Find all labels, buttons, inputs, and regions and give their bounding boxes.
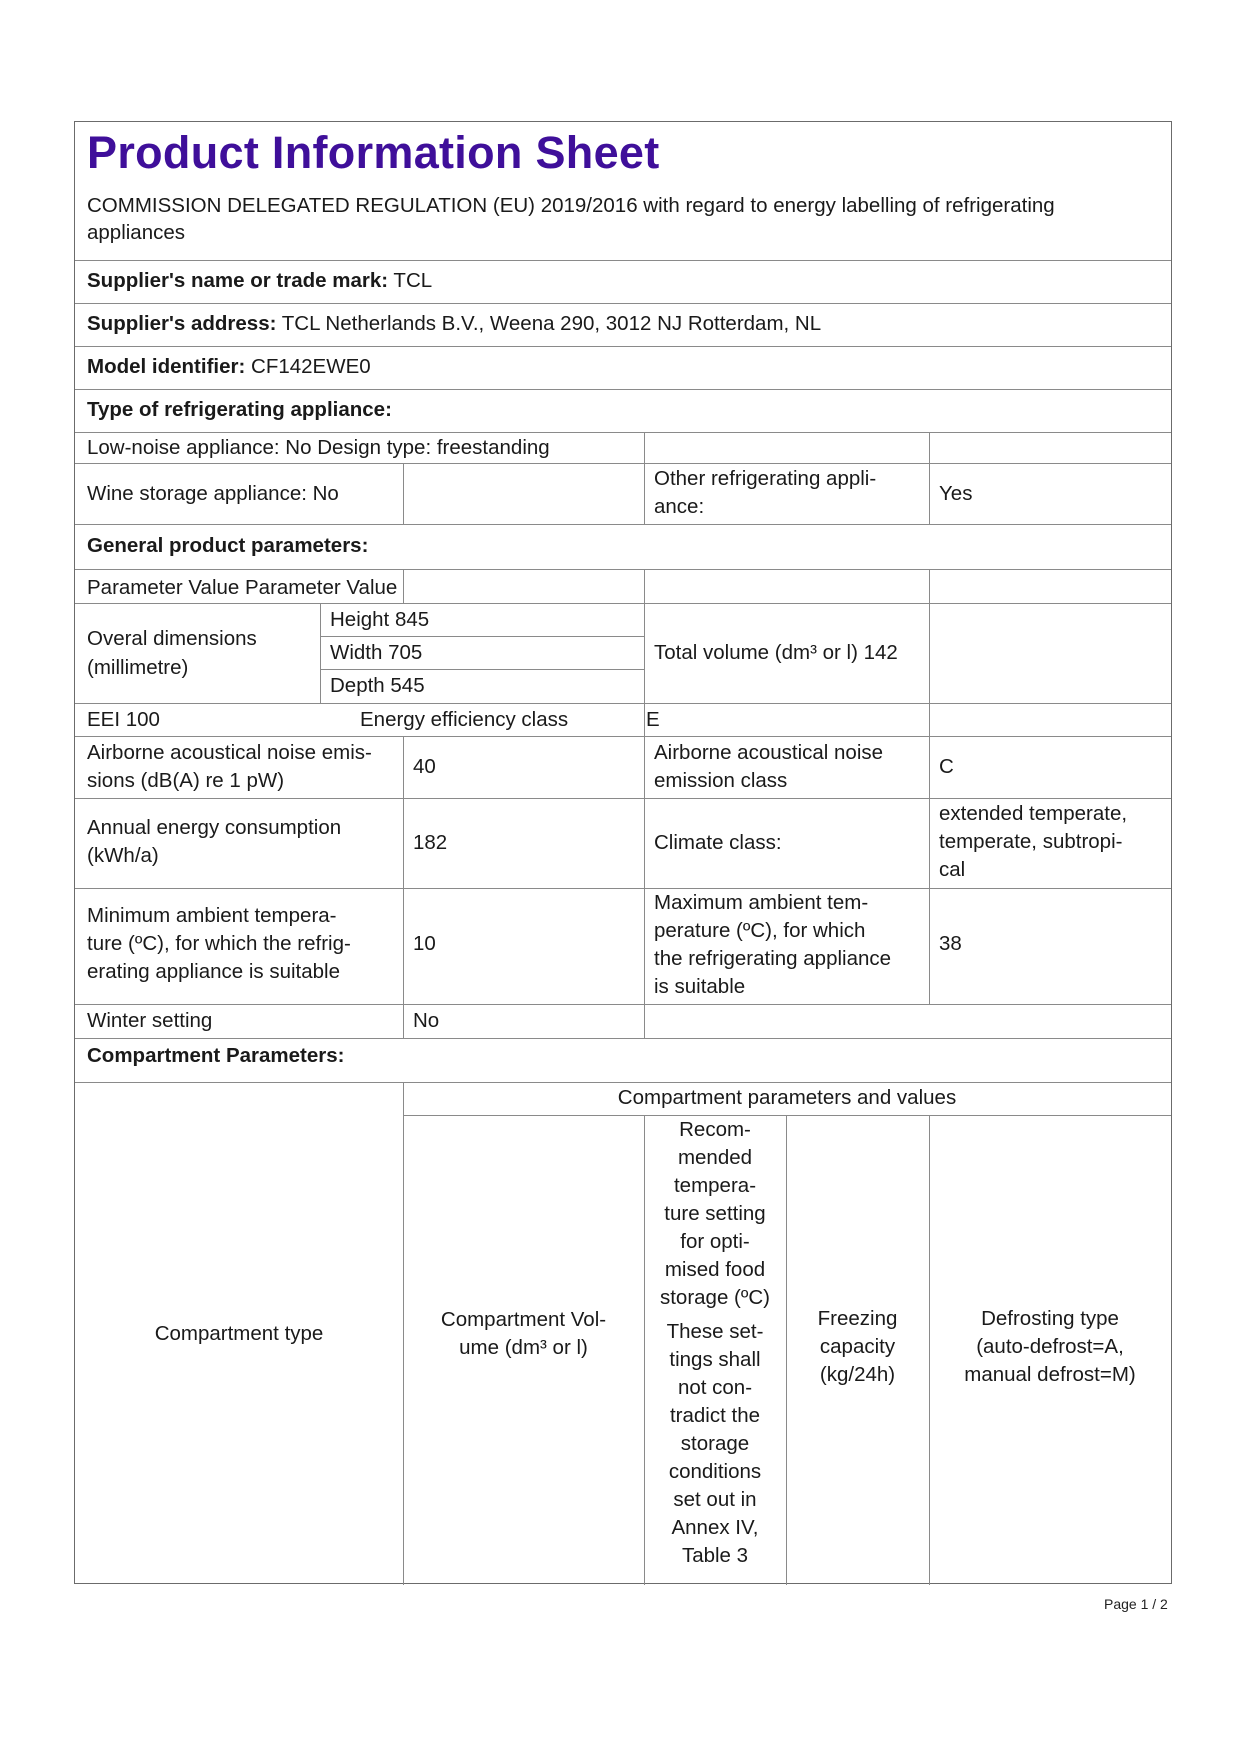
noise-label-1: Airborne acoustical noise emis- (87, 741, 372, 764)
dimension-width: Width 705 (330, 641, 423, 664)
total-volume: Total volume (dm³ or l) 142 (654, 641, 898, 664)
dimensions-label-1: Overal dimensions (87, 627, 257, 650)
noise-label-2: sions (dB(A) re 1 pW) (87, 769, 285, 792)
type-heading: Type of refrigerating appliance: (87, 398, 392, 421)
noise-class-label-2: emission class (654, 769, 788, 792)
annual-energy-label-1: Annual energy consumption (87, 816, 342, 839)
wine-storage-text: Wine storage appliance: No (87, 482, 339, 505)
low-noise-text: Low-noise appliance: No Design type: freestanding (87, 436, 550, 459)
supplier-name-value: TCL (393, 269, 433, 292)
info-sheet-table: Product Information Sheet COMMISSION DELEGATED REGULATION (EU) 2019/2016 with regard to energy labelling of refrigerating appliances Supplier's name or trade mark: TCL Supplier's address: TCL Netherlands B.V., Weena 290, 3012 NJ Rotterdam, NL Model identifier: CF142EWE0 Type of refrigerating appliance: Low-noise appliance: No Design type: freestanding Wine storage appliance: No Other refrigerating appli- ance: Yes General product parameters: Parameter Value Parameter Value Overal dimensions (millimetre) Height 845 Width 705 Depth 545 Total volume (dm³ or l) 142 EEI 100 Energy efficiency class E Airborne acoustical noise emis- sions (dB(A) re 1 pW) 40 Airborne acoustical noise emission class C Annual energy consumption (kWh/a) 182 Climate class: extended temperate, temperate, subtropi- cal Minimum ambient tempera- ture (ºC), for which the refrig- erating appliance is suitable 10 Maximum ambient tem- perature (ºC), for which the refrigerating appliance is suitable 38 Winter setting No Compartment Parameters: Compartment parameters and values Compartment type Compartment Vol- ume (dm³ or l) Recom- mended tempera- ture setting for opti- mised food storage (ºC) These set- tings shall not con- tradict the storage conditions set out in Annex IV, Table 3 Freezing capacity (kg/24h) Defrosting type (auto-defrost=A, manual defrost=M) (74, 121, 1172, 1584)
other-refrigerating-label-1: Other refrigerating appli- (654, 467, 877, 490)
general-heading: General product parameters: (87, 534, 369, 557)
compartment-values-header: Compartment parameters and values (617, 1086, 957, 1109)
other-refrigerating-label-2: ance: (654, 495, 705, 518)
min-ambient-label-3: erating appliance is suitable (87, 960, 340, 983)
max-ambient-value: 38 (939, 932, 962, 955)
winter-value: No (413, 1009, 440, 1032)
other-refrigerating-value: Yes (939, 482, 973, 505)
supplier-name-row (87, 267, 432, 295)
max-ambient-label-2: perature (ºC), for which (654, 919, 866, 942)
page-number: Page 1 / 2 (1104, 1596, 1168, 1612)
noise-class-value: C (939, 755, 954, 778)
climate-value-2: temperate, subtropi- (939, 830, 1123, 853)
annual-energy-value: 182 (413, 831, 448, 854)
winter-label: Winter setting (87, 1009, 213, 1032)
dimension-height: Height 845 (330, 608, 430, 631)
climate-label: Climate class: (654, 831, 782, 854)
model-label: Model identifier: (87, 355, 246, 378)
noise-class-label-1: Airborne acoustical noise (654, 741, 884, 764)
param-header: Parameter Value Parameter Value (87, 576, 398, 599)
dimensions-label-2: (millimetre) (87, 656, 189, 679)
energy-class-value: E (646, 708, 660, 731)
compartment-heading: Compartment Parameters: (87, 1044, 345, 1067)
max-ambient-label-1: Maximum ambient tem- (654, 891, 869, 914)
eei-text: EEI 100 (87, 708, 160, 731)
page-title: Product Information Sheet (87, 127, 660, 178)
climate-value-3: cal (939, 858, 966, 881)
min-ambient-value: 10 (413, 932, 436, 955)
noise-value: 40 (413, 755, 436, 778)
max-ambient-label-3: the refrigerating appliance (654, 947, 892, 970)
energy-class-label: Energy efficiency class (360, 708, 569, 731)
min-ambient-label-2: ture (ºC), for which the refrig- (87, 932, 351, 955)
supplier-address-label: Supplier's address: (87, 312, 277, 335)
supplier-name-label: Supplier's name or trade mark: (87, 269, 389, 292)
model-row (87, 353, 371, 381)
annual-energy-label-2: (kWh/a) (87, 844, 159, 867)
min-ambient-label-1: Minimum ambient tempera- (87, 904, 337, 927)
max-ambient-label-4: is suitable (654, 975, 746, 998)
climate-value-1: extended temperate, (939, 802, 1128, 825)
supplier-address-value: TCL Netherlands B.V., Weena 290, 3012 NJ Rotterdam, NL (281, 312, 822, 335)
dimension-depth: Depth 545 (330, 674, 425, 697)
compartment-type-header: Compartment type (154, 1322, 324, 1345)
model-value: CF142EWE0 (251, 355, 371, 378)
supplier-address-row (87, 310, 821, 338)
regulation-text: COMMISSION DELEGATED REGULATION (EU) 2019/2016 with regard to energy labelling of refrigerating appliances (87, 194, 1055, 244)
